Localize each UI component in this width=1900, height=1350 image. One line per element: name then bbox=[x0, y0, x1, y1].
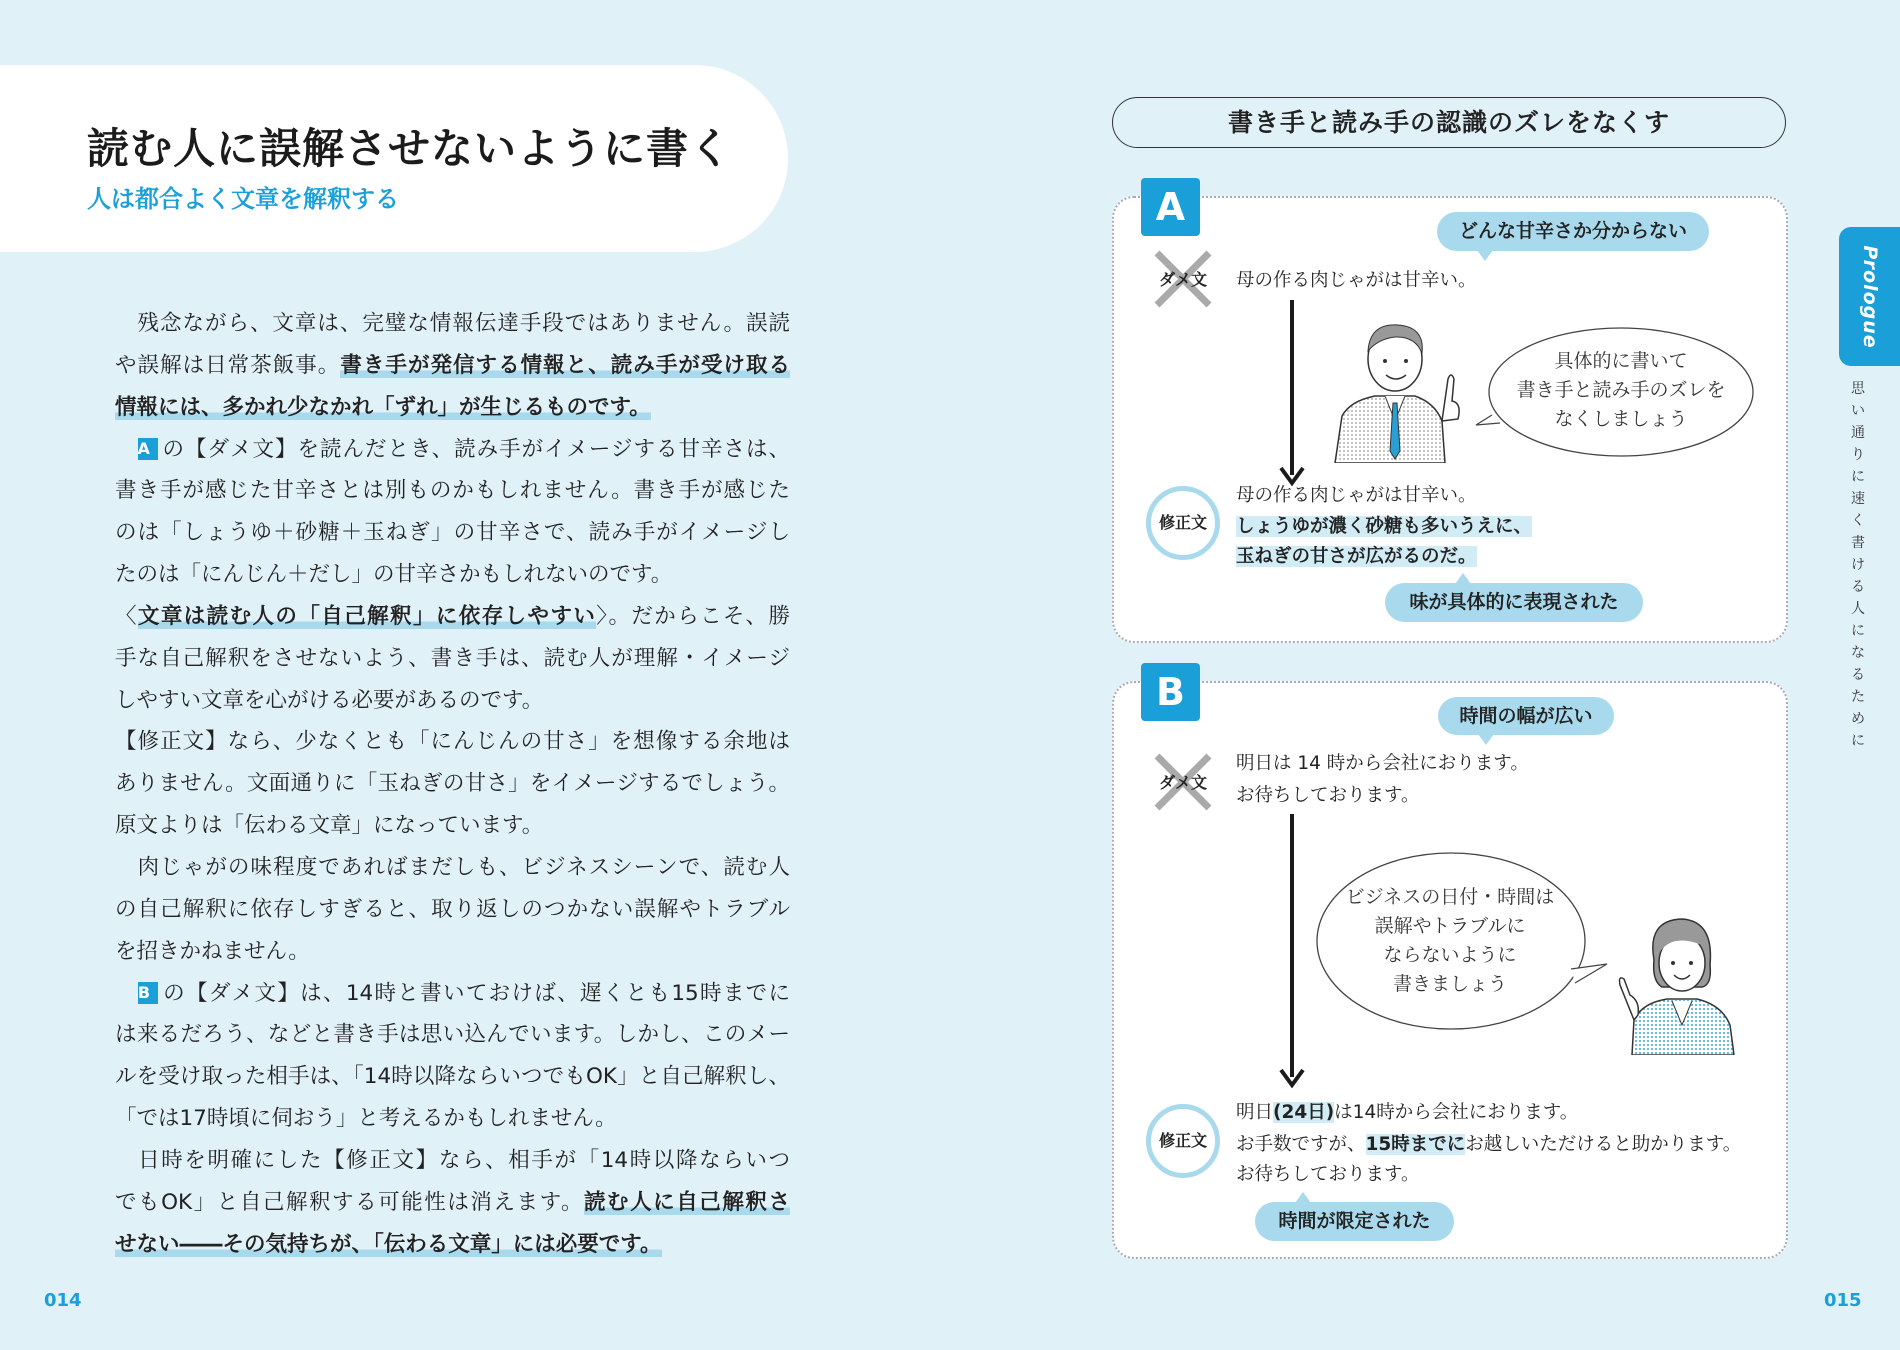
example-badge: A bbox=[138, 438, 158, 460]
body-text-segment: を招きかねません。 bbox=[115, 938, 310, 964]
highlighted-text: 文章は読む人の「自己解釈」に依存しやすい bbox=[137, 603, 597, 629]
arrow-head-icon bbox=[1279, 1068, 1305, 1088]
body-line bbox=[115, 892, 790, 934]
body-text-segment: 原文よりは「伝わる文章」になっています。 bbox=[115, 813, 544, 839]
body-text-segment: でもOK」と自己解釈する可能性は消えます。 bbox=[115, 1189, 584, 1215]
page-number-left: 014 bbox=[44, 1290, 82, 1311]
body-text-segment: の自己解釈に依存しすぎると、取り返しのつかない誤解やトラブル bbox=[115, 896, 790, 922]
speech-text-a: 具体的に書いて 書き手と読み手のズレを なくしましょう bbox=[1516, 350, 1726, 430]
body-text-segment: しやすい文章を心がける必要があるのです。 bbox=[115, 687, 544, 713]
body-line bbox=[115, 724, 790, 766]
body-text-segment bbox=[115, 437, 138, 462]
body-text-segment: 手な自己解釈をさせないよう、書き手は、読む人が理解・イメージ bbox=[115, 645, 790, 671]
body-text-segment: 〉。だからこそ、勝 bbox=[596, 603, 790, 629]
body-line bbox=[115, 1185, 790, 1227]
arrow-down-icon bbox=[1290, 300, 1294, 475]
body-line bbox=[115, 348, 790, 390]
body-text-segment: は来るだろう、などと書き手は思い込んでいます。しかし、このメー bbox=[115, 1022, 790, 1048]
fixed-text-a-3: 玉ねぎの甘さが広がるのだ。 bbox=[1236, 546, 1477, 567]
body-text-segment: 〈 bbox=[115, 603, 138, 629]
section-header: 書き手と読み手の認識のズレをなくす bbox=[1112, 97, 1786, 148]
shusei-label-b: 修正文 bbox=[1146, 1104, 1220, 1178]
dame-label-a: ダメ文 bbox=[1153, 249, 1213, 309]
problem-bubble-b bbox=[1438, 697, 1614, 735]
body-line bbox=[115, 850, 790, 892]
page-title: 読む人に誤解させないように書く bbox=[87, 124, 733, 173]
body-text-segment: のは「しょうゆ＋砂糖＋玉ねぎ」の甘辛さで、読み手がイメージし bbox=[115, 520, 790, 546]
result-bubble-b-text: 時間が限定された bbox=[1278, 1210, 1431, 1232]
businesswoman-illustration bbox=[1602, 915, 1737, 1055]
body-text-segment: の【ダメ文】は、14時と書いておけば、遅くとも15時までに bbox=[161, 980, 790, 1006]
body-text-segment: 肉じゃがの味程度であればまだしも、ビジネスシーンで、読む人 bbox=[115, 854, 790, 880]
body-text-segment: 「では17時頃に伺おう」と考えるかもしれません。 bbox=[115, 1106, 617, 1132]
body-line bbox=[115, 1059, 790, 1101]
result-bubble-a-text: 味が具体的に表現された bbox=[1409, 591, 1619, 613]
chapter-tab[interactable] bbox=[1839, 227, 1900, 366]
result-bubble-b bbox=[1255, 1202, 1454, 1241]
body-line bbox=[115, 1017, 790, 1059]
body-line bbox=[115, 766, 790, 808]
body-text-segment: ルを受け取った相手は、「14時以降ならいつでもOK」と自己解釈し、 bbox=[115, 1064, 790, 1090]
highlighted-text: 情報には、多かれ少なかれ「ずれ」が生じるものです。 bbox=[115, 394, 651, 420]
body-line bbox=[115, 641, 790, 683]
body-text bbox=[115, 306, 790, 1268]
page-subtitle: 人は都合よく文章を解釈する bbox=[87, 185, 399, 213]
body-line bbox=[115, 557, 790, 599]
body-text-segment: 書き手が感じた甘辛さとは別ものかもしれません。書き手が感じた bbox=[115, 478, 790, 504]
result-bubble-a bbox=[1385, 583, 1643, 622]
speech-text-b: ビジネスの日付・時間は 誤解やトラブルに ならないように 書きましょう bbox=[1345, 886, 1555, 995]
body-text-segment: 日時を明確にした【修正文】なら、相手が「14時以降ならいつ bbox=[115, 1147, 790, 1173]
body-line bbox=[115, 1227, 790, 1269]
body-line bbox=[115, 432, 790, 474]
example-a-letter: A bbox=[1141, 178, 1200, 236]
body-text-segment: 【修正文】なら、少なくとも「にんじんの甘さ」を想像する余地は bbox=[115, 729, 790, 755]
body-line bbox=[115, 808, 790, 850]
bad-text-b-1: 明日は 14 時から会社におります。 bbox=[1236, 753, 1529, 774]
fixed-text-b-3: お待ちしております。 bbox=[1236, 1164, 1420, 1185]
body-text-segment bbox=[115, 981, 138, 1006]
bad-text-b-2: お待ちしております。 bbox=[1236, 785, 1420, 806]
body-line bbox=[115, 599, 790, 641]
chapter-tab-label: Prologue bbox=[1858, 244, 1881, 349]
body-line bbox=[115, 976, 790, 1018]
body-line bbox=[115, 1101, 790, 1143]
fixed-text-b-2: お手数ですが、15時までにお越しいただけると助かります。 bbox=[1236, 1134, 1742, 1155]
body-line bbox=[115, 683, 790, 725]
example-b-letter: B bbox=[1141, 663, 1200, 721]
body-text-segment: の【ダメ文】を読んだとき、読み手がイメージする甘辛さは、 bbox=[161, 436, 790, 462]
dame-label-b: ダメ文 bbox=[1153, 752, 1213, 812]
body-text-segment: 残念ながら、文章は、完璧な情報伝達手段ではありません。誤読 bbox=[115, 311, 790, 336]
bad-text-a: 母の作る肉じゃがは甘辛い。 bbox=[1236, 270, 1477, 291]
highlighted-text: せない――その気持ちが、「伝わる文章」には必要です。 bbox=[115, 1231, 662, 1257]
page-number-right: 015 bbox=[1824, 1290, 1862, 1311]
body-line bbox=[115, 306, 790, 348]
body-line bbox=[115, 390, 790, 432]
body-line bbox=[115, 473, 790, 515]
body-line bbox=[115, 515, 790, 557]
example-badge: B bbox=[138, 982, 158, 1004]
body-text-segment: たのは「にんじん＋だし」の甘辛さかもしれないのです。 bbox=[115, 562, 673, 588]
problem-bubble-a bbox=[1437, 212, 1709, 251]
fixed-text-a-2: しょうゆが濃く砂糖も多いうえに、 bbox=[1236, 516, 1533, 537]
businessman-illustration bbox=[1330, 321, 1470, 463]
shusei-label-a: 修正文 bbox=[1146, 486, 1220, 560]
highlighted-text: 書き手が発信する情報と、読み手が受け取る bbox=[340, 352, 790, 378]
highlighted-text: 読む人に自己解釈さ bbox=[584, 1189, 790, 1215]
body-line bbox=[115, 1143, 790, 1185]
body-text-segment: ありません。文面通りに「玉ねぎの甘さ」をイメージするでしょう。 bbox=[115, 771, 790, 797]
problem-bubble-a-text: どんな甘辛さか分からない bbox=[1458, 220, 1687, 242]
chapter-title-vertical: 思い通りに速く書ける人になるために bbox=[1851, 381, 1865, 749]
fixed-text-b-1: 明日(24日)は14時から会社におります。 bbox=[1236, 1102, 1579, 1123]
body-line bbox=[115, 934, 790, 976]
fixed-text-a-1: 母の作る肉じゃがは甘辛い。 bbox=[1236, 485, 1477, 506]
body-text-segment: や誤解は日常茶飯事。 bbox=[115, 352, 341, 378]
arrow-down-icon bbox=[1290, 814, 1294, 1077]
problem-bubble-b-text: 時間の幅が広い bbox=[1459, 705, 1593, 727]
